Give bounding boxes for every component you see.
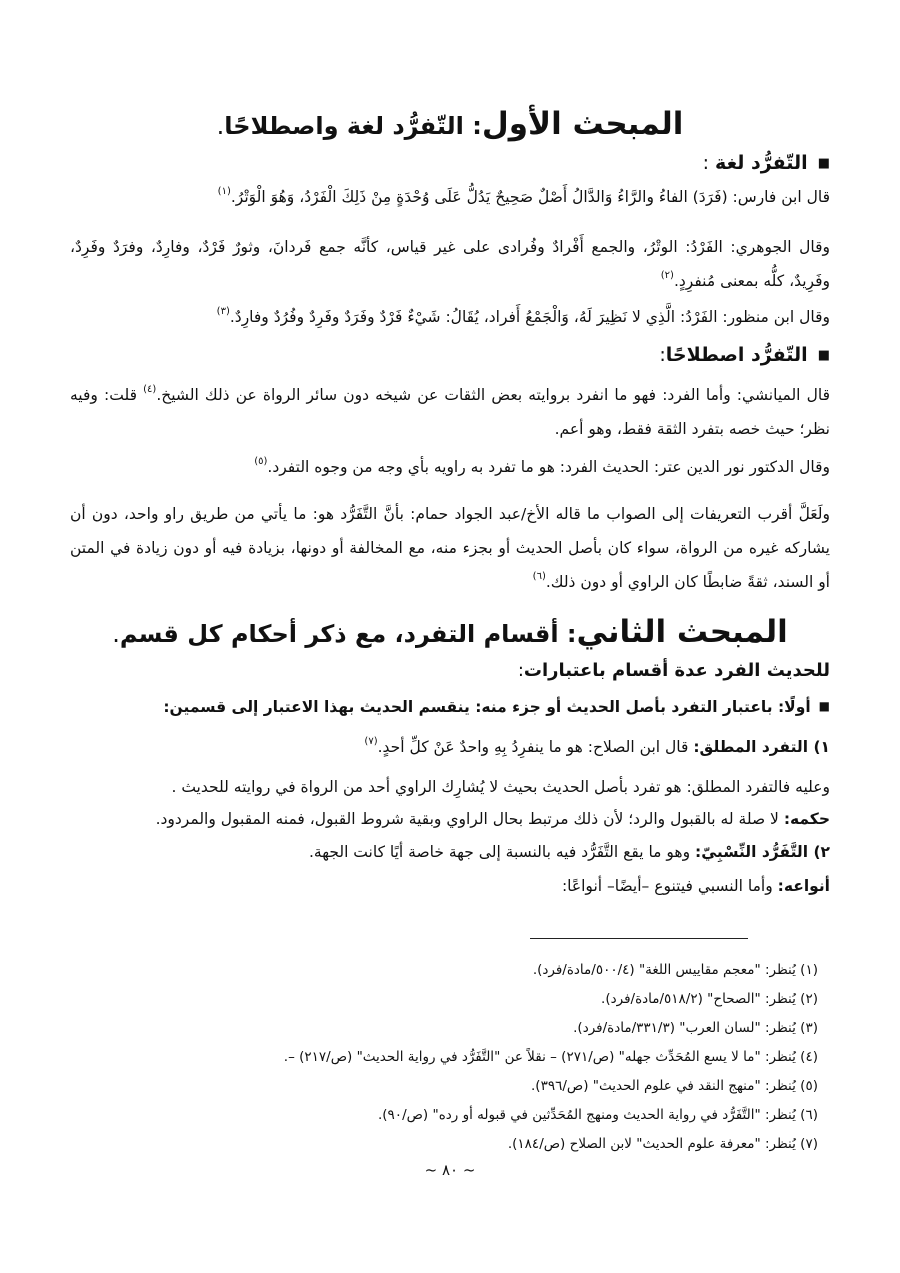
anwa-text: وأما النسبي فيتنوع –أيضًا– أنواعًا: [561,877,778,895]
bullet-square-icon: ■ [817,156,830,171]
footnote-separator [530,938,748,939]
paragraph-mayanshi-text: قال الميانشي: وأما الفرد: فهو ما انفرد بروايته بعض الثقات عن شيخه دون سائر الرواة عن ذلك الشيخ. [156,386,831,404]
subheading-istilah-colon: : [659,344,666,366]
nisbi-label: ٢) التَّفَرُّد النِّسْبِيّ: [695,843,830,861]
footnote-ref-3: (٣) [216,306,230,317]
section-title-1 [70,106,830,142]
section-title-1-colon: : التّفرُّد لغة واصطلاحًا [224,112,482,140]
subheading-lugha-colon: : [702,152,716,174]
paragraph-mayanshi-comment: قلت: وفيه نظر؛ حيث خصه بتفرد الثقة فقط، وهو أعم. [70,386,830,438]
subheading-istilah [70,344,830,366]
section-title-1-lead: المبحث الأول [481,106,684,142]
paragraph-ibn-faris [70,180,830,214]
paragraph-ibn-manzur [70,300,830,334]
footnote-ref-7: (٧) [364,736,378,747]
aqsam-first-criterion [70,698,830,716]
aqsam-intro-colon: : [517,660,524,681]
footnote-ref-1: (١) [217,186,231,197]
mutlaq-label: ١) التفرد المطلق: [693,738,830,756]
section-title-2 [70,614,830,650]
page-number: ~ ٨٠ ~ [424,1161,476,1179]
paragraph-itr [70,450,830,484]
paragraph-hukm [70,802,830,836]
paragraph-ibn-faris-text: قال ابن فارس: (فَرَدَ) الفاءُ والرَّاءُ وَالدَّالُ أَصْلٌ صَحِيحٌ يَدُلُّ عَلَى وُحْدَةٍ مِنْ ذَلِكَ الْفَرْدُ، وَهُوَ الْوَتْرُ. [230,188,830,206]
aqsam-first-criterion-text: أولًا: باعتبار التفرد بأصل الحديث أو جزء منه: ينقسم الحديث بهذا الاعتبار إلى قسمين: [163,698,811,716]
paragraph-jawhari [70,230,830,298]
subheading-lugha [70,152,830,174]
footnote-5: (٥) يُنظر: "منهج النقد في علوم الحديث" (ص/٣٩٦). [531,1078,818,1094]
section-title-2-lead: المبحث الثاني [576,614,788,650]
footnote-6: (٦) يُنظر: "التَّفَرُّد في رواية الحديث ومنهج المُحَدِّثين في قبوله أو رده" (ص/٩٠). [377,1107,818,1123]
paragraph-anwa [70,869,830,903]
footnote-ref-5: (٥) [254,456,268,467]
paragraph-itr-text: وقال الدكتور نور الدين عتر: الحديث الفرد: هو ما تفرد به راويه بأي وجه من وجوه التفرد. [267,458,830,476]
bullet-square-icon: ■ [817,348,830,363]
footnote-1: (١) يُنظر: "معجم مقاييس اللغة" (٥٠٠/٤/مادة/فرد). [532,962,818,978]
section-title-1-end: . [216,112,225,140]
paragraph-ibn-manzur-text: وقال ابن منظور: الفَرْدُ: الَّذِي لا نَظِيرَ لَهُ، وَالْجَمْعُ أَفراد، يُقَالُ: شَيْءٌ فَرْدٌ وفَرَدٌ وفَرِدٌ وفُرُدٌ وفارِدٌ. [229,308,830,326]
bullet-square-icon: ■ [818,699,830,713]
anwa-label: أنواعه: [777,877,830,895]
footnote-ref-6: (٦) [532,571,546,582]
paragraph-mutlaq-definition [70,770,830,804]
paragraph-mayanshi [70,378,830,446]
hukm-label: حكمه: [783,810,830,828]
mutlaq-text: قال ابن الصلاح: هو ما ينفرِدُ بِهِ واحدٌ عَنْ كلِّ أحدٍ. [377,738,694,756]
footnote-ref-2: (٢) [660,270,674,281]
footnote-2: (٢) يُنظر: "الصحاح" (٥١٨/٢/مادة/فرد). [601,991,818,1007]
section-title-2-colon: : أقسام التفرد، مع ذكر أحكام كل قسم [119,620,577,648]
aqsam-intro-text: للحديث الفرد عدة أقسام باعتبارات [523,660,830,681]
footnote-4: (٤) يُنظر: "ما لا يسع المُحَدِّث جهله" (ص/٢٧١) – نقلاً عن "التَّفَرُّد في رواية الحديث" (ص/٢١٧) –. [283,1049,818,1065]
paragraph-nisbi [70,835,830,869]
paragraph-mutlaq [70,730,830,764]
footnote-7: (٧) يُنظر: "معرفة علوم الحديث" لابن الصلاح (ص/١٨٤). [507,1136,818,1152]
paragraph-hammam-text: ولَعَلَّ أقرب التعريفات إلى الصواب ما قاله الأخ/عبد الجواد حمام: بأنَّ التَّفَرُّد هو: ما يأتي من طريق راو واحد، دون أن يشاركه غيره من الرواة، سواء كان بأصل الحديث أو بجزء منه، مع المخالفة أو دونها، بزيادة فيه أو دون زيادة في المتن أو السند، ثقةً ضابطًا كان الراوي أو دون ذلك. [70,505,830,591]
mutlaq-definition-text: وعليه فالتفرد المطلق: هو تفرد بأصل الحديث بحيث لا يُشارِك الراوي أحد من الرواة في روايته للحديث . [171,778,830,796]
nisbi-text: وهو ما يقع التَّفَرُّد فيه بالنسبة إلى جهة خاصة أيًا كانت الجهة. [308,843,695,861]
paragraph-hammam [70,497,830,599]
subheading-istilah-text: التّفرُّد اصطلاحًا [665,344,808,366]
section-title-2-end: . [112,620,120,648]
subheading-lugha-text: التّفرُّد لغة [715,152,808,174]
footnote-ref-4: (٤) [143,384,157,395]
hukm-text: لا صلة له بالقبول والرد؛ لأن ذلك مرتبط بحال الراوي وبقية شروط القبول، فمنه المقبول والمردود. [155,810,784,828]
footnote-3: (٣) يُنظر: "لسان العرب" (٣٣١/٣/مادة/فرد). [573,1020,818,1036]
paragraph-jawhari-text: وقال الجوهري: الفَرْدُ: الوتْرُ، والجمع أَفْرادٌ وفُرادى على غير قياس، كأنَّه جمع فَردانَ، وثورٌ فَرْدٌ، وفارِدٌ، وفرَدٌ وفَرِدٌ، وفَرِيدٌ، كلُّه بمعنى مُنفرِدٍ. [70,238,830,290]
aqsam-intro [70,660,830,681]
